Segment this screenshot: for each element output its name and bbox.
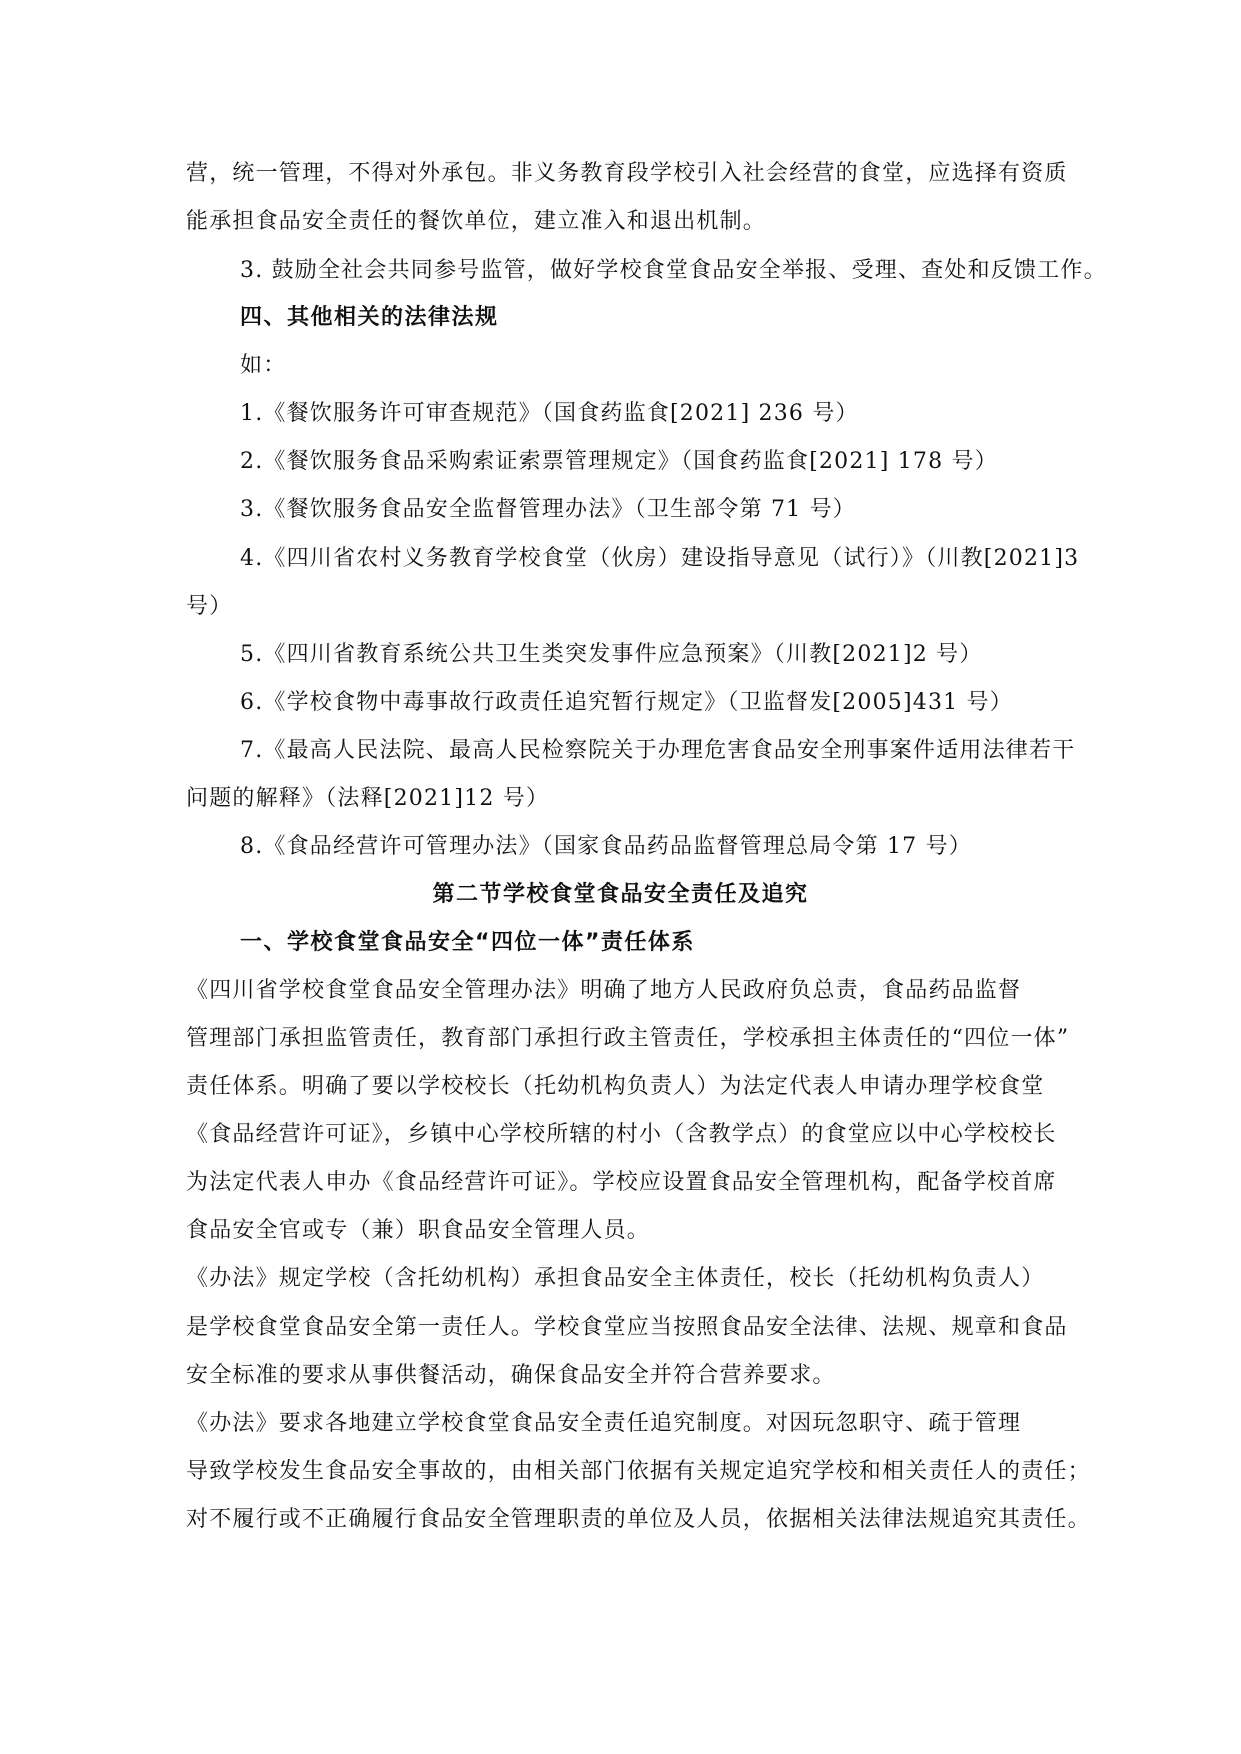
list-item-line: 3. 鼓励全社会共同参号监管，做好学校食堂食品安全举报、受理、查处和反馈工作。: [240, 258, 1107, 283]
section-heading: 一、学校食堂食品安全“四位一体”责任体系: [240, 930, 695, 955]
paragraph-line: 《办法》规定学校（含托幼机构）承担食品安全主体责任，校长（托幼机构负责人）: [186, 1266, 1045, 1291]
section-heading: 四、其他相关的法律法规: [240, 305, 499, 330]
paragraph-line: 能承担食品安全责任的餐饮单位，建立准入和退出机制。: [186, 209, 767, 234]
paragraph-line: 安全标准的要求从事供餐活动，确保食品安全并符合营养要求。: [186, 1363, 836, 1388]
list-item-line: 4.《四川省农村义务教育学校食堂（伙房）建设指导意见（试行）》（川教[2021]3: [240, 546, 1080, 571]
list-item-line: 2.《餐饮服务食品采购索证索票管理规定》（国食药监食[2021] 178 号）: [240, 449, 998, 474]
paragraph-line: 《食品经营许可证》，乡镇中心学校所辖的村小（含教学点）的食堂应以中心学校校长: [186, 1122, 1057, 1147]
paragraph-line: 是学校食堂食品安全第一责任人。学校食堂应当按照食品安全法律、法规、规章和食品: [186, 1315, 1068, 1340]
list-item-line: 6.《学校食物中毒事故行政责任追究暂行规定》（卫监督发[2005]431 号）: [240, 690, 1013, 715]
list-item-line: 7.《最高人民法院、最高人民检察院关于办理危害食品安全刑事案件适用法律若干: [240, 738, 1076, 763]
section-title: 第二节学校食堂食品安全责任及追究: [432, 882, 809, 907]
paragraph-line: 责任体系。明确了要以学校校长（托幼机构负责人）为法定代表人申请办理学校食堂: [186, 1074, 1045, 1099]
list-item-line: 8.《食品经营许可管理办法》（国家食品药品监督管理总局令第 17 号）: [240, 834, 972, 859]
paragraph-line: 管理部门承担监管责任，教育部门承担行政主管责任，学校承担主体责任的“四位一体”: [186, 1026, 1070, 1051]
list-item-line: 1.《餐饮服务许可审查规范》（国食药监食[2021] 236 号）: [240, 401, 859, 426]
list-item-line: 5.《四川省教育系统公共卫生类突发事件应急预案》（川教[2021]2 号）: [240, 642, 983, 667]
paragraph-line: 为法定代表人申办《食品经营许可证》。学校应设置食品安全管理机构，配备学校首席: [186, 1170, 1057, 1195]
paragraph-line: 《四川省学校食堂食品安全管理办法》明确了地方人民政府负总责，食品药品监督: [186, 978, 1022, 1003]
list-item-line: 问题的解释》（法释[2021]12 号）: [186, 786, 550, 811]
list-item-line: 3.《餐饮服务食品安全监督管理办法》（卫生部令第 71 号）: [240, 497, 856, 522]
paragraph-line: 如：: [240, 353, 287, 378]
paragraph-line: 对不履行或不正确履行食品安全管理职责的单位及人员，依据相关法律法规追究其责任。: [186, 1507, 1091, 1532]
list-item-line: 号）: [186, 594, 233, 619]
paragraph-line: 导致学校发生食品安全事故的，由相关部门依据有关规定追究学校和相关责任人的责任；: [186, 1459, 1091, 1484]
paragraph-line: 《办法》要求各地建立学校食堂食品安全责任追究制度。对因玩忽职守、疏于管理: [186, 1411, 1022, 1436]
paragraph-line: 营，统一管理，不得对外承包。非义务教育段学校引入社会经营的食堂，应选择有资质: [186, 161, 1068, 186]
paragraph-line: 食品安全官或专（兼）职食品安全管理人员。: [186, 1218, 651, 1243]
